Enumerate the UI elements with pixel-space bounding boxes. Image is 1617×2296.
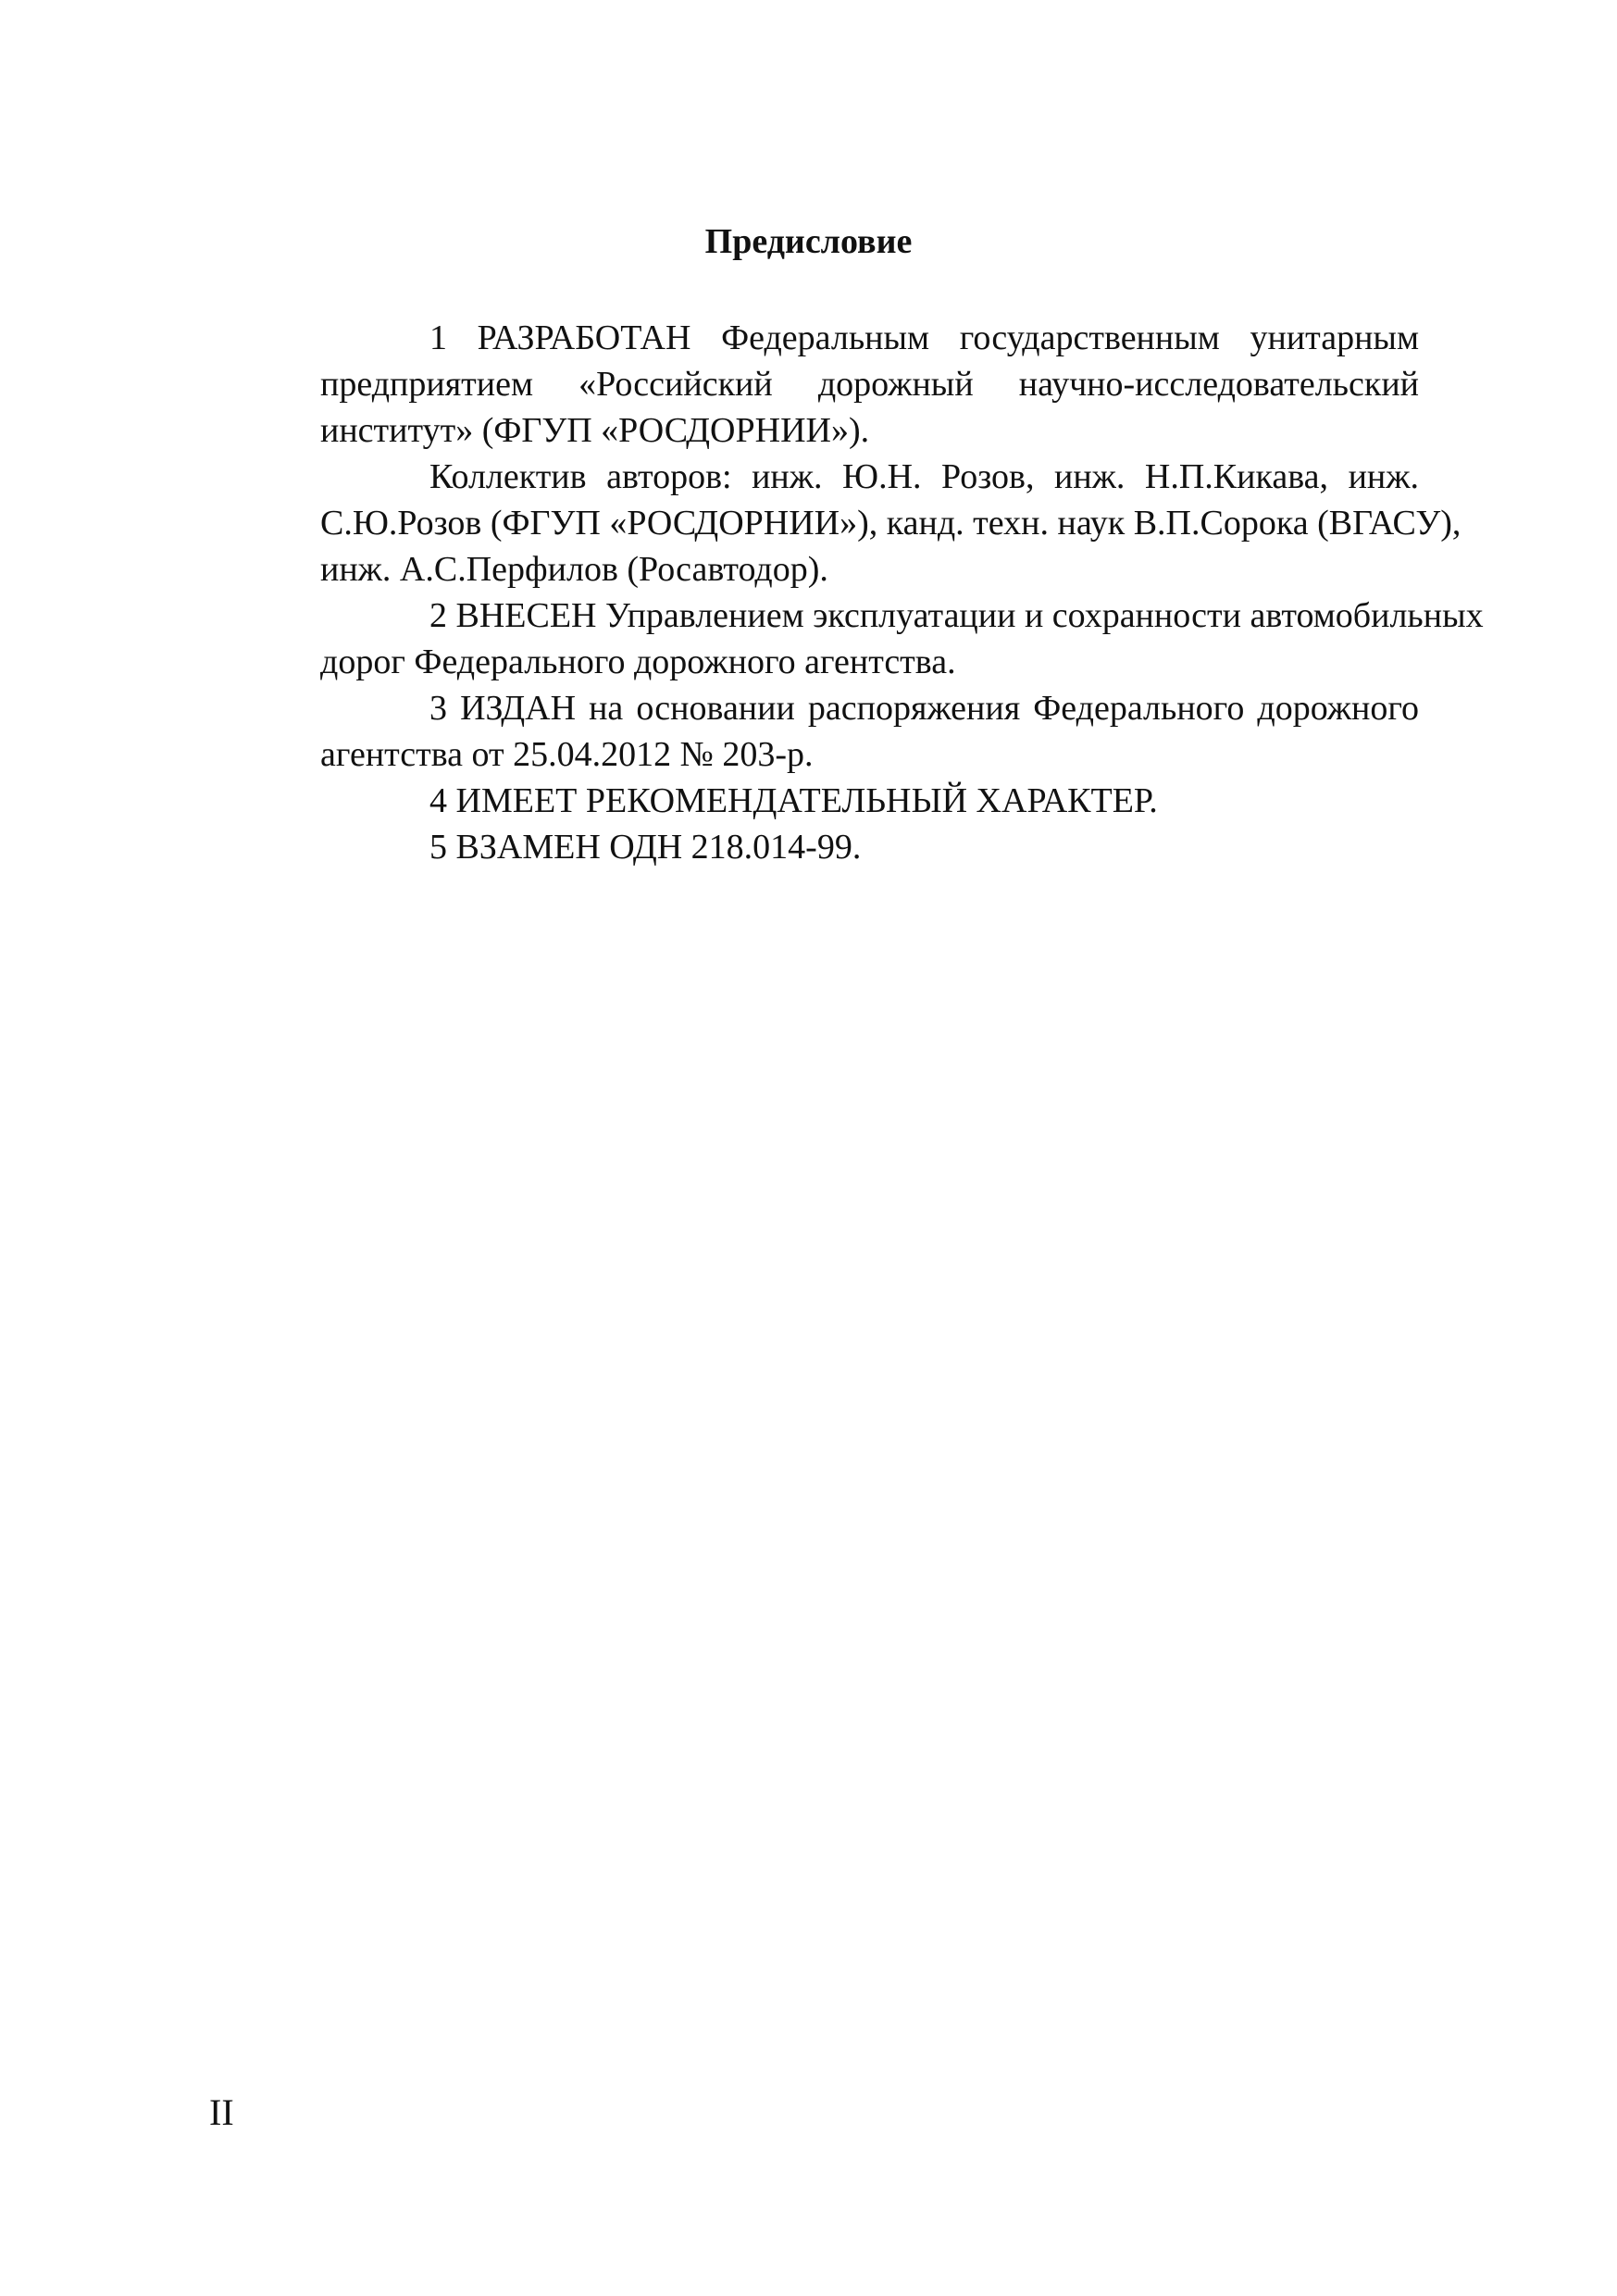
paragraph-line: 2 ВНЕСЕН Управлением эксплуатации и сохранности автомобильных — [429, 596, 1484, 635]
paragraph-replaces — [211, 824, 1419, 870]
paragraph-line: 3 ИЗДАН на основании распоряжения Федерального дорожного — [429, 689, 1419, 728]
paragraph-line: институт» (ФГУП «РОСДОРНИИ»). — [320, 411, 870, 450]
document-body — [211, 315, 1484, 870]
page-title: Предисловие — [704, 222, 913, 261]
paragraph-authors — [211, 454, 1462, 593]
paragraph-line: 4 ИМЕЕТ РЕКОМЕНДАТЕЛЬНЫЙ ХАРАКТЕР. — [429, 781, 1158, 820]
paragraph-line: инж. А.С.Перфилов (Росавтодор). — [320, 550, 828, 589]
paragraph-line: Коллектив авторов: инж. Ю.Н. Розов, инж. Н.П.Кикава, инж. — [429, 457, 1419, 496]
paragraph-introduced — [211, 593, 1484, 685]
page-number: II — [209, 2091, 234, 2133]
paragraph-line: С.Ю.Розов (ФГУП «РОСДОРНИИ»), канд. техн. наук В.П.Сорока (ВГАСУ), — [320, 504, 1462, 543]
paragraph-status — [211, 778, 1419, 824]
paragraph-line: 5 ВЗАМЕН ОДН 218.014-99. — [429, 828, 862, 867]
paragraph-line: предприятием «Российский дорожный научно-исследовательский — [320, 365, 1419, 404]
paragraph-line: 1 РАЗРАБОТАН Федеральным государственным унитарным — [429, 318, 1419, 357]
paragraph-published — [211, 685, 1419, 778]
paragraph-developer — [211, 315, 1419, 454]
paragraph-line: агентства от 25.04.2012 № 203-р. — [320, 735, 814, 774]
paragraph-line: дорог Федерального дорожного агентства. — [320, 643, 956, 681]
